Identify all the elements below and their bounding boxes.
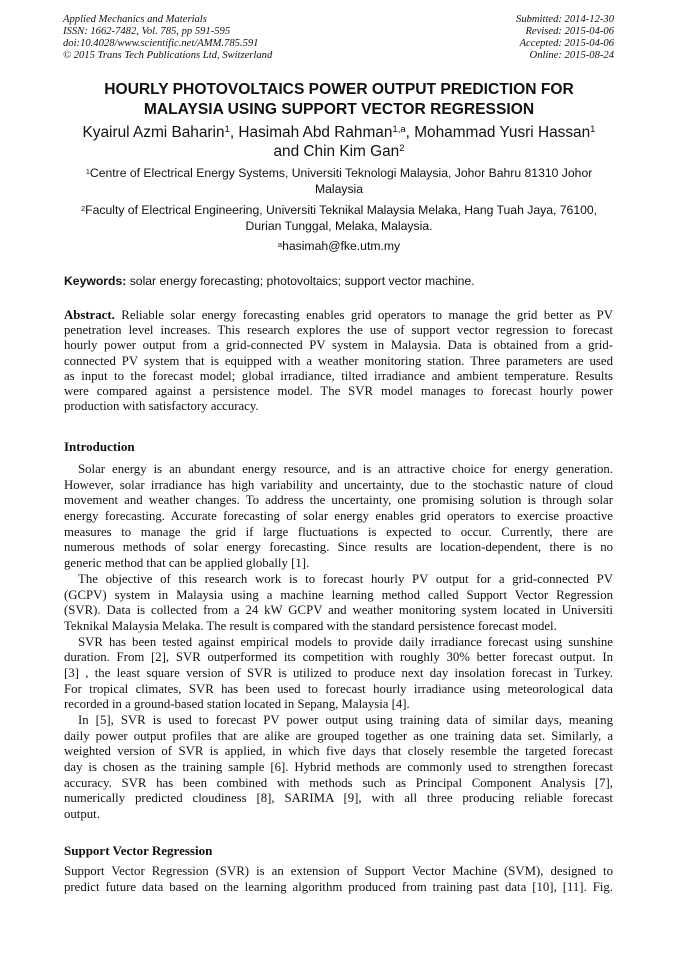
paragraph-line: numerically predicted cloudiness [8], SARIMA [9], with all three producing reliable forecast [64, 791, 613, 806]
paragraph-line: predict future data based on the learning algorithm produced from training past data [10], [11]. Fig. [64, 879, 613, 894]
paragraph-line: Support Vector Regression (SVR) is an extension of Support Vector Machine (SVM), designed to [64, 864, 613, 878]
abstract [64, 308, 613, 414]
aff-sup: 2 [80, 203, 86, 213]
abstract-line: as input to the forecast model; global irradiance, tilted irradiance and ambient temperature. Results [64, 368, 613, 383]
revised-date: Revised: 2015-04-06 [525, 26, 614, 37]
sep: , [229, 124, 239, 141]
author: Mohammad Yusri Hassan [414, 124, 591, 141]
paragraph-line: movement and weather changes. To address the uncertainty, one promising solution is through solar [64, 493, 613, 508]
aff-line: Centre of Electrical Energy Systems, Universiti Teknologi Malaysia, Johor Bahru 81310 Johor [89, 166, 593, 180]
author-sup: 1 [590, 124, 596, 136]
paragraph-line: Teknikal Malaysia Melaka. The result is compared with the standard persistence forecast model. [64, 618, 557, 633]
abstract-line: connected PV system that is equipped with a weather monitoring station. Three parameters are used [64, 353, 613, 368]
email-link[interactable]: hasimah@fke.utm.my [282, 239, 401, 253]
accepted-date: Accepted: 2015-04-06 [519, 38, 614, 49]
paragraph-line: daily power output profiles that are alike are grouped together as one training data set. Similarly, a [64, 728, 613, 743]
authors [40, 123, 638, 161]
abstract-line: were compared against a persistence model. The SVR model manages to forecast hourly power [64, 383, 613, 398]
title-line: MALAYSIA USING SUPPORT VECTOR REGRESSION [143, 101, 535, 118]
aff-sup: 1 [85, 166, 90, 176]
abstract-label: Abstract. [64, 308, 115, 322]
corresponding-email [40, 239, 638, 255]
paragraph-line: For tropical climates, SVR has been used to forecast hourly irradiance using meteorological data [64, 681, 613, 696]
author: and Chin Kim Gan [273, 143, 400, 160]
paragraph-line: numerous methods of solar energy forecasting. Since results are location-dependent, there is no [64, 540, 613, 555]
author-sup: 1,a [392, 124, 406, 136]
introduction-body [64, 462, 613, 823]
affiliation-1 [40, 166, 638, 197]
author-sup: 2 [399, 143, 405, 155]
introduction-heading: Introduction [64, 439, 135, 454]
paragraph-line: In [5], SVR is used to forecast PV power output using training data of similar days, meaning [78, 713, 613, 727]
paragraph-line: The objective of this research work is to forecast hourly PV output for a grid-connected PV [78, 571, 613, 586]
online-date: Online: 2015-08-24 [529, 50, 614, 61]
paragraph-line: (GCPV) system in Malaysia using a machine learning method called Support Vector Regression [64, 587, 613, 602]
paragraph-line: output. [64, 807, 100, 822]
aff-line: Malaysia [314, 181, 364, 196]
sep: , [405, 124, 415, 141]
svr-body [64, 864, 613, 895]
keywords [64, 274, 475, 288]
paragraph-line: SVR has been tested against empirical models to provide daily irradiance forecast using sunshine [78, 634, 613, 649]
paragraph-line: duration. From [2], SVR outperformed its competition with roughly 30% better forecast output. In [64, 650, 613, 665]
paragraph-line: However, solar irradiance has high variability and uncertainty, due to the stochastic nature of cloud [64, 477, 613, 492]
paragraph-line: recorded in a ground-based station located in Sepang, Malaysia [4]. [64, 697, 410, 712]
abstract-text: Reliable solar energy forecasting enables grid operators to manage the grid better as PV [114, 308, 613, 322]
paragraph-line: (SVR). Data is collected from a 24 kW GCPV and weather monitoring system located in Universiti [64, 603, 613, 618]
journal-info [63, 14, 272, 62]
abstract-line [64, 308, 613, 323]
abstract-line: hourly power output from a grid-connected PV system in Malaysia. Data is obtained from a grid- [64, 338, 613, 353]
abstract-line: production with satisfactory accuracy. [64, 399, 259, 414]
affiliation-2 [40, 203, 638, 234]
aff-line: Faculty of Electrical Engineering, Universiti Teknikal Malaysia Melaka, Hang Tuah Jaya, 76100, [85, 203, 598, 217]
submitted-date: Submitted: 2014-12-30 [516, 14, 614, 25]
aff-line: Durian Tunggal, Melaka, Malaysia. [245, 218, 433, 233]
doi: doi:10.4028/www.scientific.net/AMM.785.591 [63, 38, 259, 49]
paper-title [40, 80, 638, 120]
paragraph-line: [3] , the least square version of SVR is utilized to produce next day insolation forecast in Turkey. [64, 665, 613, 680]
email-sup: a [277, 239, 283, 249]
author: Hasimah Abd Rahman [238, 124, 393, 141]
svr-heading: Support Vector Regression [64, 843, 213, 858]
issn: ISSN: 1662-7482, Vol. 785, pp 591-595 [63, 26, 231, 37]
abstract-line: penetration level increases. This research explores the use of support vector regression to forecast [64, 323, 613, 338]
journal-name: Applied Mechanics and Materials [63, 14, 207, 25]
paragraph-line: generic method that can be applied globally [1]. [64, 556, 310, 571]
keywords-label: Keywords: [64, 274, 127, 288]
paragraph-line: weighted version of SVR is applied, in which five days that closely resemble the targeted forecast [64, 744, 613, 759]
paragraph-line: energy forecasting. Accurate forecasting of solar energy enables grid operators to exercise proactive [64, 509, 613, 524]
author: Kyairul Azmi Baharin [82, 124, 225, 141]
paragraph-line: day is chosen as the training sample [6]. Hybrid methods are commonly used to strengthen forecast [64, 760, 613, 775]
copyright: © 2015 Trans Tech Publications Ltd, Switzerland [63, 50, 273, 61]
paragraph-line: measures to manage the grid if large fluctuations is expected to occur. Currently, there are [64, 524, 613, 539]
keywords-text: solar energy forecasting; photovoltaics; support vector machine. [126, 274, 475, 288]
author-sup: 1 [224, 124, 230, 136]
paragraph-line: Solar energy is an abundant energy resource, and is an attractive choice for energy generation. [78, 462, 613, 476]
title-line: HOURLY PHOTOVOLTAICS POWER OUTPUT PREDICTION FOR [104, 81, 574, 98]
paragraph-line: accuracy. SVR has been combined with methods such as Principal Component Analysis [7], [64, 775, 613, 790]
submission-dates [516, 14, 614, 62]
